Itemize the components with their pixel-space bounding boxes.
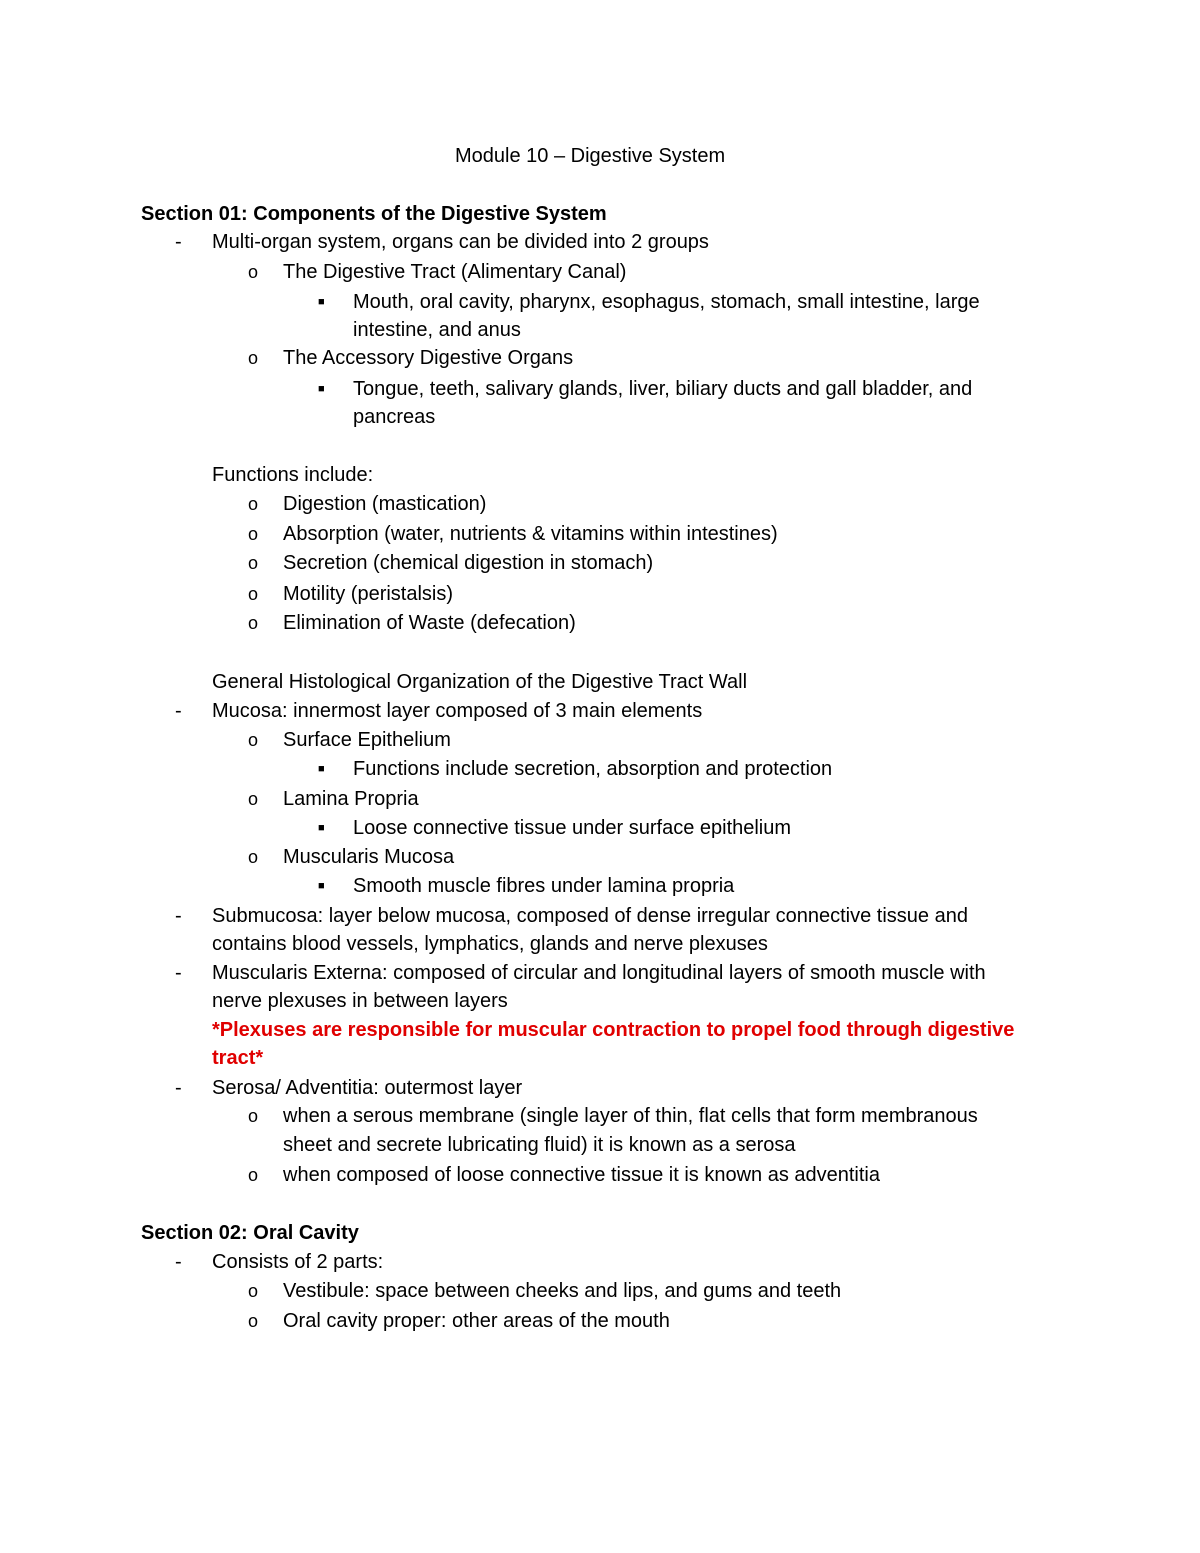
list-item: Surface Epithelium	[283, 729, 451, 751]
circle-bullet: o	[248, 348, 259, 368]
list-item: Submucosa: layer below mucosa, composed of dense irregular connective tissue and	[212, 905, 968, 927]
list-item: when a serous membrane (single layer of thin, flat cells that form membranous	[283, 1105, 978, 1127]
functions-label: Functions include:	[212, 464, 374, 486]
square-bullet: ■	[318, 383, 325, 395]
list-item: Mouth, oral cavity, pharynx, esophagus, stomach, small intestine, large	[353, 291, 980, 313]
circle-bullet: o	[248, 553, 259, 573]
list-item-continuation: contains blood vessels, lymphatics, glands and nerve plexuses	[212, 933, 768, 955]
dash-bullet: -	[175, 962, 182, 984]
dash-bullet: -	[175, 1251, 182, 1273]
list-item: when composed of loose connective tissue it is known as adventitia	[283, 1164, 881, 1186]
list-item: Tongue, teeth, salivary glands, liver, biliary ducts and gall bladder, and	[353, 378, 973, 400]
list-item: Motility (peristalsis)	[283, 583, 454, 605]
list-item-continuation: intestine, and anus	[353, 319, 521, 341]
list-item: Lamina Propria	[283, 788, 419, 810]
list-item: Smooth muscle fibres under lamina propria	[353, 875, 735, 897]
list-item: Absorption (water, nutrients & vitamins within intestines)	[283, 523, 778, 545]
circle-bullet: o	[248, 262, 259, 282]
highlight-note-continuation: tract*	[212, 1047, 264, 1069]
histology-label: General Histological Organization of the Digestive Tract Wall	[212, 671, 748, 693]
list-item: Digestion (mastication)	[283, 493, 487, 515]
square-bullet: ■	[318, 763, 325, 775]
list-item: Multi-organ system, organs can be divided into 2 groups	[212, 231, 709, 253]
section-01-heading: Section 01: Components of the Digestive System	[141, 203, 607, 225]
dash-bullet: -	[175, 905, 182, 927]
dash-bullet: -	[175, 1077, 182, 1099]
list-item: Vestibule: space between cheeks and lips, and gums and teeth	[283, 1280, 842, 1302]
list-item: Elimination of Waste (defecation)	[283, 612, 576, 634]
square-bullet: ■	[318, 880, 325, 892]
circle-bullet: o	[248, 1311, 259, 1331]
list-item: Muscularis Externa: composed of circular and longitudinal layers of smooth muscle with	[212, 962, 986, 984]
list-item: Loose connective tissue under surface epithelium	[353, 817, 792, 839]
circle-bullet: o	[248, 847, 259, 867]
circle-bullet: o	[248, 494, 259, 514]
list-item: The Digestive Tract (Alimentary Canal)	[283, 261, 627, 283]
highlight-note: *Plexuses are responsible for muscular contraction to propel food through digestive	[212, 1019, 1015, 1041]
square-bullet: ■	[318, 296, 325, 308]
list-item-continuation: pancreas	[353, 406, 436, 428]
list-item: Consists of 2 parts:	[212, 1251, 384, 1273]
list-item-continuation: nerve plexuses in between layers	[212, 990, 508, 1012]
list-item: The Accessory Digestive Organs	[283, 347, 574, 369]
list-item: Oral cavity proper: other areas of the mouth	[283, 1310, 670, 1332]
section-02-heading: Section 02: Oral Cavity	[141, 1222, 359, 1244]
circle-bullet: o	[248, 789, 259, 809]
list-item-continuation: sheet and secrete lubricating fluid) it is known as a serosa	[283, 1134, 796, 1156]
circle-bullet: o	[248, 1106, 259, 1126]
document-title: Module 10 – Digestive System	[455, 145, 726, 167]
list-item: Functions include secretion, absorption and protection	[353, 758, 833, 780]
circle-bullet: o	[248, 524, 259, 544]
circle-bullet: o	[248, 1165, 259, 1185]
list-item: Mucosa: innermost layer composed of 3 main elements	[212, 700, 703, 722]
list-item: Muscularis Mucosa	[283, 846, 455, 868]
square-bullet: ■	[318, 822, 325, 834]
circle-bullet: o	[248, 730, 259, 750]
dash-bullet: -	[175, 700, 182, 722]
dash-bullet: -	[175, 231, 182, 253]
list-item: Serosa/ Adventitia: outermost layer	[212, 1077, 523, 1099]
circle-bullet: o	[248, 613, 259, 633]
list-item: Secretion (chemical digestion in stomach)	[283, 552, 654, 574]
circle-bullet: o	[248, 1281, 259, 1301]
circle-bullet: o	[248, 584, 259, 604]
